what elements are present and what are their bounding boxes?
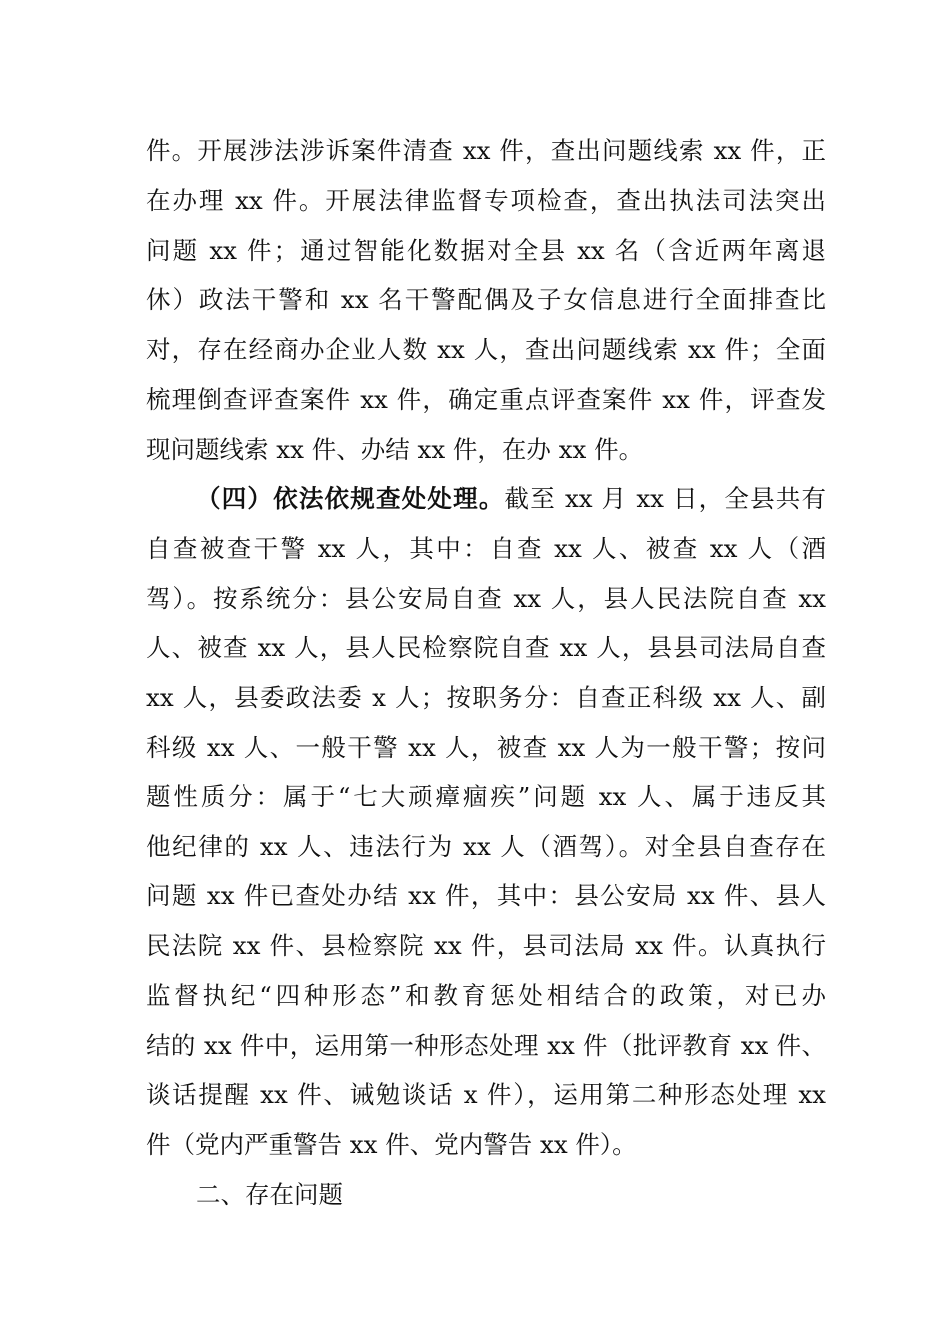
text-line: 题性质分：属于“七大顽瘴痼疾”问题 xx 人、属于违反其 (146, 782, 826, 811)
text-line: xx 人，县委政法委 x 人；按职务分：自查正科级 xx 人、副 (146, 683, 826, 712)
text-line: 休）政法干警和 xx 名干警配偶及子女信息进行全面排查比 (146, 285, 826, 314)
text-line: 在办理 xx 件。开展法律监督专项检查，查出执法司法突出 (146, 186, 826, 215)
text-line: 问题 xx 件已查处办结 xx 件，其中：县公安局 xx 件、县人 (146, 881, 826, 910)
text-line: 他纪律的 xx 人、违法行为 xx 人（酒驾）。对全县自查存在 (146, 832, 826, 861)
text-line: 人、被查 xx 人，县人民检察院自查 xx 人，县县司法局自查 (146, 633, 826, 662)
text-line: 现问题线索 xx 件、办结 xx 件，在办 xx 件。 (146, 435, 644, 464)
text-line: 对，存在经商办企业人数 xx 人，查出问题线索 xx 件；全面 (146, 335, 826, 364)
text-line: 监督执纪“四种形态”和教育惩处相结合的政策，对已办 (146, 981, 826, 1010)
text-line: 件（党内严重警告 xx 件、党内警告 xx 件）。 (146, 1130, 637, 1159)
text-line: 问题 xx 件；通过智能化数据对全县 xx 名（含近两年离退 (146, 236, 826, 265)
text-line: 梳理倒查评查案件 xx 件，确定重点评查案件 xx 件，评查发 (146, 385, 826, 414)
text-line-lead (196, 482, 826, 516)
text-line: 件。开展涉法涉诉案件清查 xx 件，查出问题线索 xx 件，正 (146, 136, 826, 165)
subsection-title: （四）依法依规查处处理。 (196, 484, 505, 513)
text-span: 截至 xx 月 xx 日，全县共有 (504, 484, 827, 513)
text-line: 驾）。按系统分：县公安局自查 xx 人，县人民法院自查 xx (146, 584, 826, 613)
text-line: 结的 xx 件中，运用第一种形态处理 xx 件（批评教育 xx 件、 (146, 1031, 826, 1060)
text-line: 科级 xx 人、一般干警 xx 人，被查 xx 人为一般干警；按问 (146, 733, 826, 762)
text-line: 谈话提醒 xx 件、诫勉谈话 x 件），运用第二种形态处理 xx (146, 1080, 826, 1109)
text-line: 自查被查干警 xx 人，其中：自查 xx 人、被查 xx 人（酒 (146, 534, 826, 563)
text-line: 民法院 xx 件、县检察院 xx 件，县司法局 xx 件。认真执行 (146, 931, 826, 960)
section-heading: 二、存在问题 (196, 1180, 343, 1209)
